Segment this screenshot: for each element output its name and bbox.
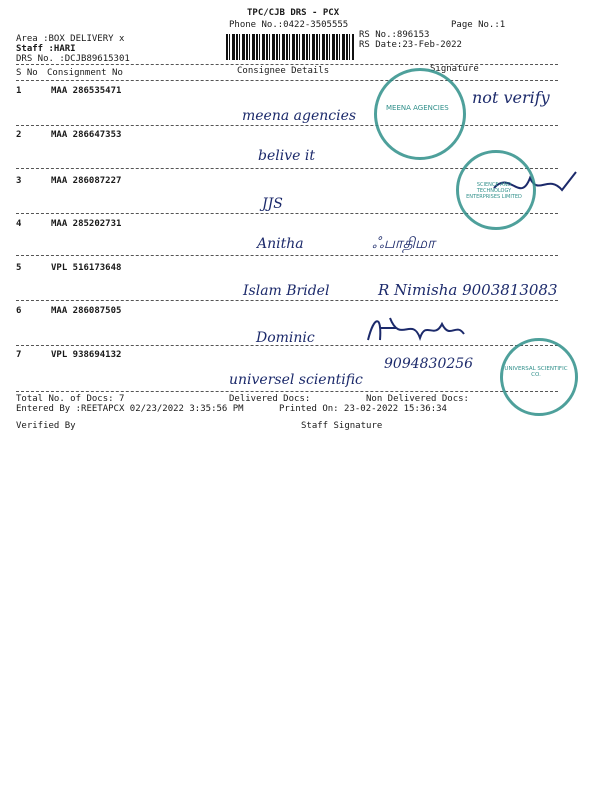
row-handwriting: Anitha: [257, 236, 304, 252]
col-consignment: Consignment No: [47, 68, 123, 78]
drs-title: TPC/CJB DRS - PCX: [247, 8, 340, 18]
delivered-docs: Delivered Docs:: [229, 394, 311, 404]
company-stamp: [374, 68, 466, 160]
staff-label: Staff :HARI: [16, 44, 76, 54]
row-sno: 4: [16, 219, 22, 229]
row-divider: [16, 125, 558, 126]
row-divider: [16, 300, 558, 301]
row-handwriting: belive it: [258, 148, 315, 164]
row-consignment: MAA 286647353: [51, 130, 122, 140]
row-consignment: MAA 286535471: [51, 86, 122, 96]
rs-number: RS No.:896153: [359, 30, 430, 40]
stamp-text: UNIVERSAL SCIENTIFIC CO.: [504, 366, 568, 378]
printed-on: Printed On: 23-02-2022 15:36:34: [279, 404, 447, 414]
row-consignment: MAA 286087505: [51, 306, 122, 316]
row-consignment: VPL 938694132: [51, 350, 122, 360]
row-handwriting: JJS: [262, 196, 283, 212]
row-handwriting: universel scientific: [229, 372, 363, 388]
row-consignment: MAA 286087227: [51, 176, 122, 186]
total-docs: Total No. of Docs: 7: [16, 394, 125, 404]
tamil-signature: ஃபாதிமா: [372, 234, 435, 252]
col-consignee: Consignee Details: [237, 66, 330, 76]
area-label: Area :BOX DELIVERY x: [16, 34, 125, 44]
entered-by: Entered By :REETAPCX 02/23/2022 3:35:56 PM: [16, 404, 244, 414]
row-sno: 2: [16, 130, 22, 140]
row-sno: 3: [16, 176, 22, 186]
row-handwriting: Dominic: [256, 330, 315, 346]
col-sno: S No: [16, 68, 38, 78]
row-handwriting: Islam Bridel: [243, 283, 330, 299]
row-sno: 7: [16, 350, 22, 360]
row-handwriting: meena agencies: [242, 108, 357, 124]
signature-scribble: [360, 310, 470, 350]
barcode: [226, 34, 354, 60]
columns-divider: [16, 80, 558, 81]
staff-signature-label: Staff Signature: [301, 421, 383, 431]
row-sno: 1: [16, 86, 22, 96]
page-number: Page No.:1: [451, 20, 506, 30]
rows-bottom-divider: [16, 391, 558, 392]
drs-number: DRS No. :DCJB89615301: [16, 54, 130, 64]
phone-annotation: 9094830256: [384, 356, 474, 372]
row-divider: [16, 255, 558, 256]
row-consignment: MAA 285202731: [51, 219, 122, 229]
row-sno: 6: [16, 306, 22, 316]
not-verify-note: not verify: [472, 88, 550, 107]
nimisha-signature: R Nimisha 9003813083: [378, 281, 558, 299]
non-delivered-docs: Non Delivered Docs:: [366, 394, 469, 404]
stamp-text: SCIENCE AND TECHNOLOGY ENTERPRISES LIMITED: [466, 182, 522, 200]
rs-date: RS Date:23-Feb-2022: [359, 40, 462, 50]
col-signature: Signature: [430, 64, 479, 74]
row-sno: 5: [16, 263, 22, 273]
row-divider: [16, 345, 558, 346]
stamp-text: MEENA AGENCIES: [386, 104, 449, 112]
verified-by: Verified By: [16, 421, 76, 431]
row-consignment: VPL 516173648: [51, 263, 122, 273]
phone-number: Phone No.:0422-3505555: [229, 20, 349, 30]
